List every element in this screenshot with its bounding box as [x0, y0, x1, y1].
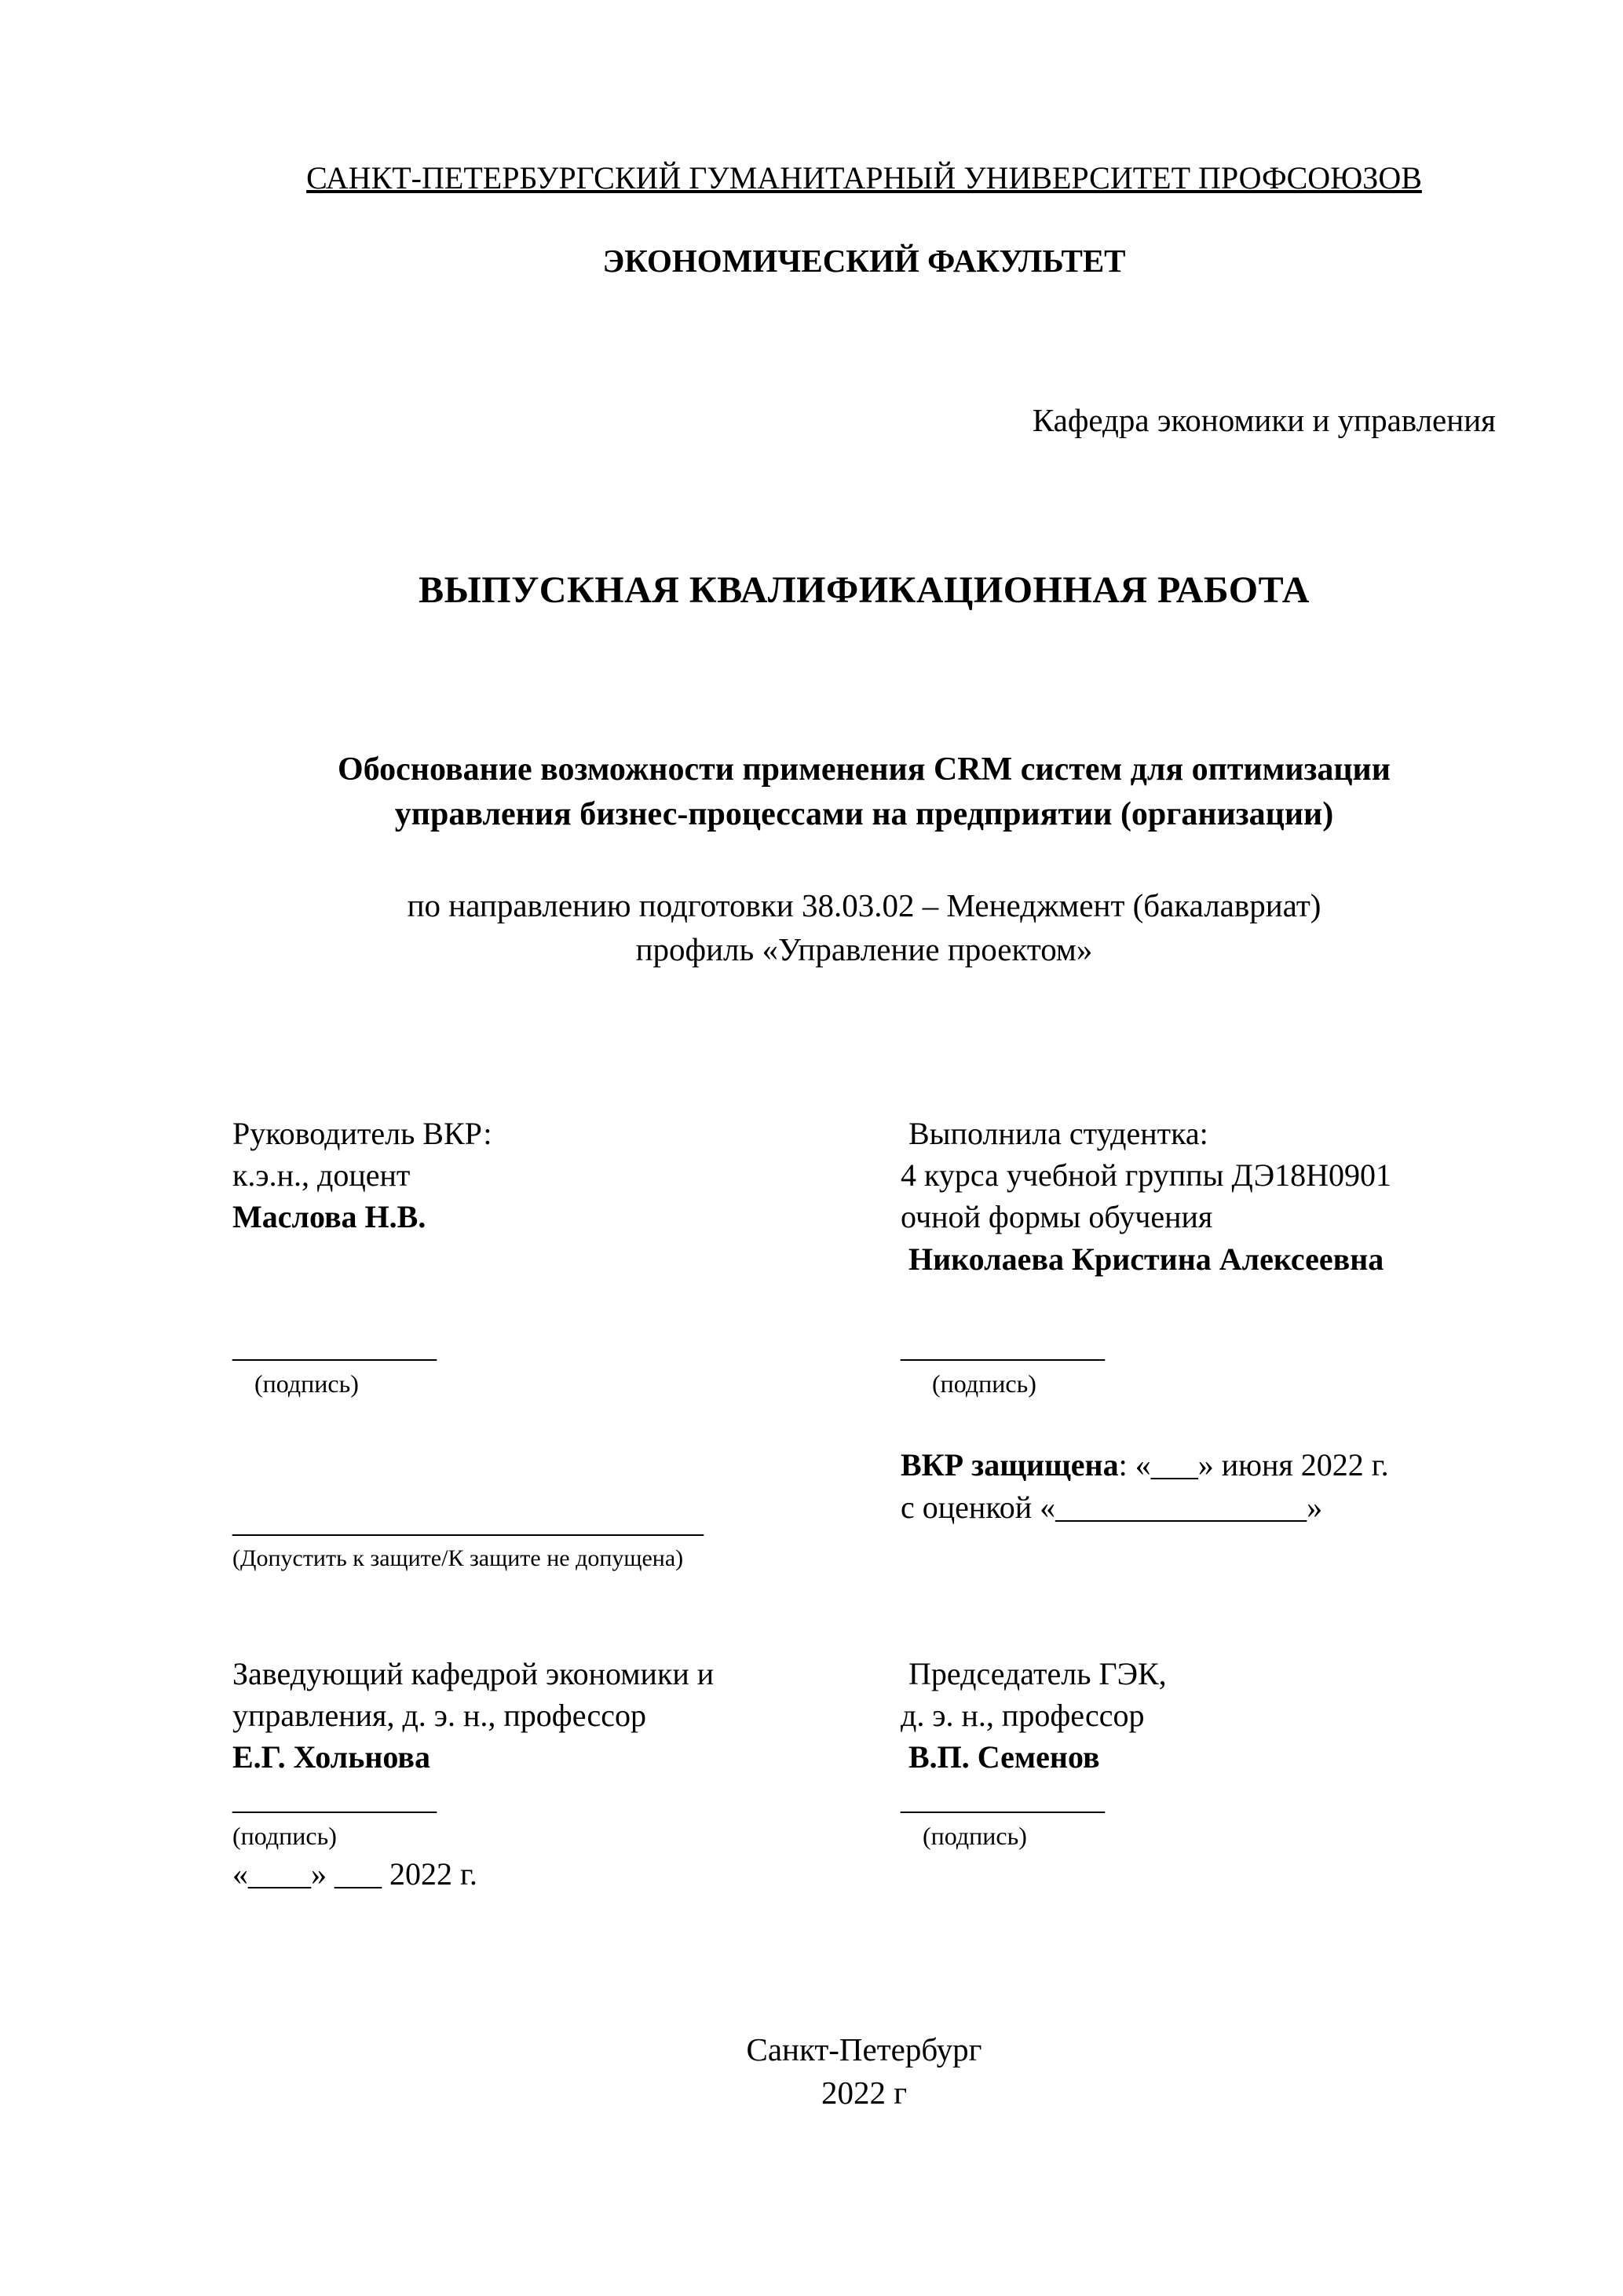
head-role-line1: Заведующий кафедрой экономики и — [232, 1655, 715, 1691]
head-signature-line: _____________ — [232, 1781, 437, 1817]
university-name: САНКТ-ПЕТЕРБУРГСКИЙ ГУМАНИТАРНЫЙ УНИВЕРСИТЕТ ПРОФСОЮЗОВ — [306, 160, 1422, 196]
student-signature-line: _____________ — [901, 1328, 1105, 1364]
thesis-title-line2: управления бизнес-процессами на предприятии (организации) — [394, 796, 1334, 833]
student-block — [901, 1113, 1496, 1280]
admission-label: (Допустить к защите/К защите не допущена) — [232, 1545, 684, 1571]
admission-line: ______________________________ — [232, 1504, 704, 1540]
footer-block — [232, 2028, 1496, 2115]
student-signature-label: (подпись) — [932, 1369, 1036, 1398]
university-name-row — [232, 157, 1496, 199]
defense-status-bold: ВКР защищена — [901, 1447, 1119, 1483]
defense-block — [901, 1444, 1496, 1574]
program-info — [232, 884, 1496, 971]
footer-city: Санкт-Петербург — [746, 2031, 982, 2067]
student-group: 4 курса учебной группы ДЭ18Н0901 — [901, 1157, 1392, 1194]
head-name: Е.Г. Хольнова — [232, 1738, 430, 1775]
student-role: Выполнила студентка: — [908, 1115, 1208, 1151]
faculty-name: ЭКОНОМИЧЕСКИЙ ФАКУЛЬТЕТ — [602, 243, 1126, 280]
chair-signature-label: (подпись) — [923, 1822, 1027, 1851]
head-date-line: «____» ___ 2022 г. — [232, 1855, 477, 1892]
program-line1: по направлению подготовки 38.03.02 – Менеджмент (бакалавриат) — [407, 887, 1321, 924]
signatures-grid — [232, 1113, 1496, 1895]
supervisor-signature-block — [232, 1325, 901, 1401]
supervisor-name: Маслова Н.В. — [232, 1199, 426, 1235]
gek-chair-block — [901, 1653, 1496, 1895]
work-type-title: ВЫПУСКНАЯ КВАЛИФИКАЦИОННАЯ РАБОТА — [419, 569, 1310, 612]
supervisor-role: Руководитель ВКР: — [232, 1115, 492, 1151]
head-role-line2: управления, д. э. н., профессор — [232, 1697, 646, 1733]
head-of-department-block — [232, 1653, 901, 1895]
student-name: Николаева Кристина Алексеевна — [908, 1241, 1384, 1277]
supervisor-block — [232, 1113, 901, 1280]
chair-role-line1: Председатель ГЭК, — [908, 1655, 1167, 1691]
defense-status-line — [901, 1444, 1496, 1486]
chair-role-line2: д. э. н., профессор — [901, 1697, 1145, 1733]
footer-year: 2022 г — [821, 2075, 908, 2111]
student-signature-block — [901, 1325, 1496, 1401]
defense-status-rest: : «___» июня 2022 г. — [1118, 1447, 1389, 1483]
defense-grade-line: с оценкой «________________» — [901, 1489, 1323, 1525]
head-signature-label: (подпись) — [232, 1822, 337, 1851]
chair-signature-line: _____________ — [901, 1781, 1105, 1817]
supervisor-degree: к.э.н., доцент — [232, 1157, 411, 1194]
student-study-form: очной формы обучения — [901, 1199, 1213, 1235]
chair-name: В.П. Семенов — [908, 1738, 1100, 1775]
program-line2: профиль «Управление проектом» — [635, 930, 1093, 967]
thesis-title — [232, 748, 1496, 837]
thesis-title-line1: Обоснование возможности применения CRM систем для оптимизации — [338, 751, 1391, 788]
supervisor-signature-line: _____________ — [232, 1328, 437, 1364]
admission-block — [232, 1501, 901, 1574]
supervisor-signature-label: (подпись) — [254, 1369, 359, 1398]
department-name: Кафедра экономики и управления — [1032, 401, 1496, 438]
